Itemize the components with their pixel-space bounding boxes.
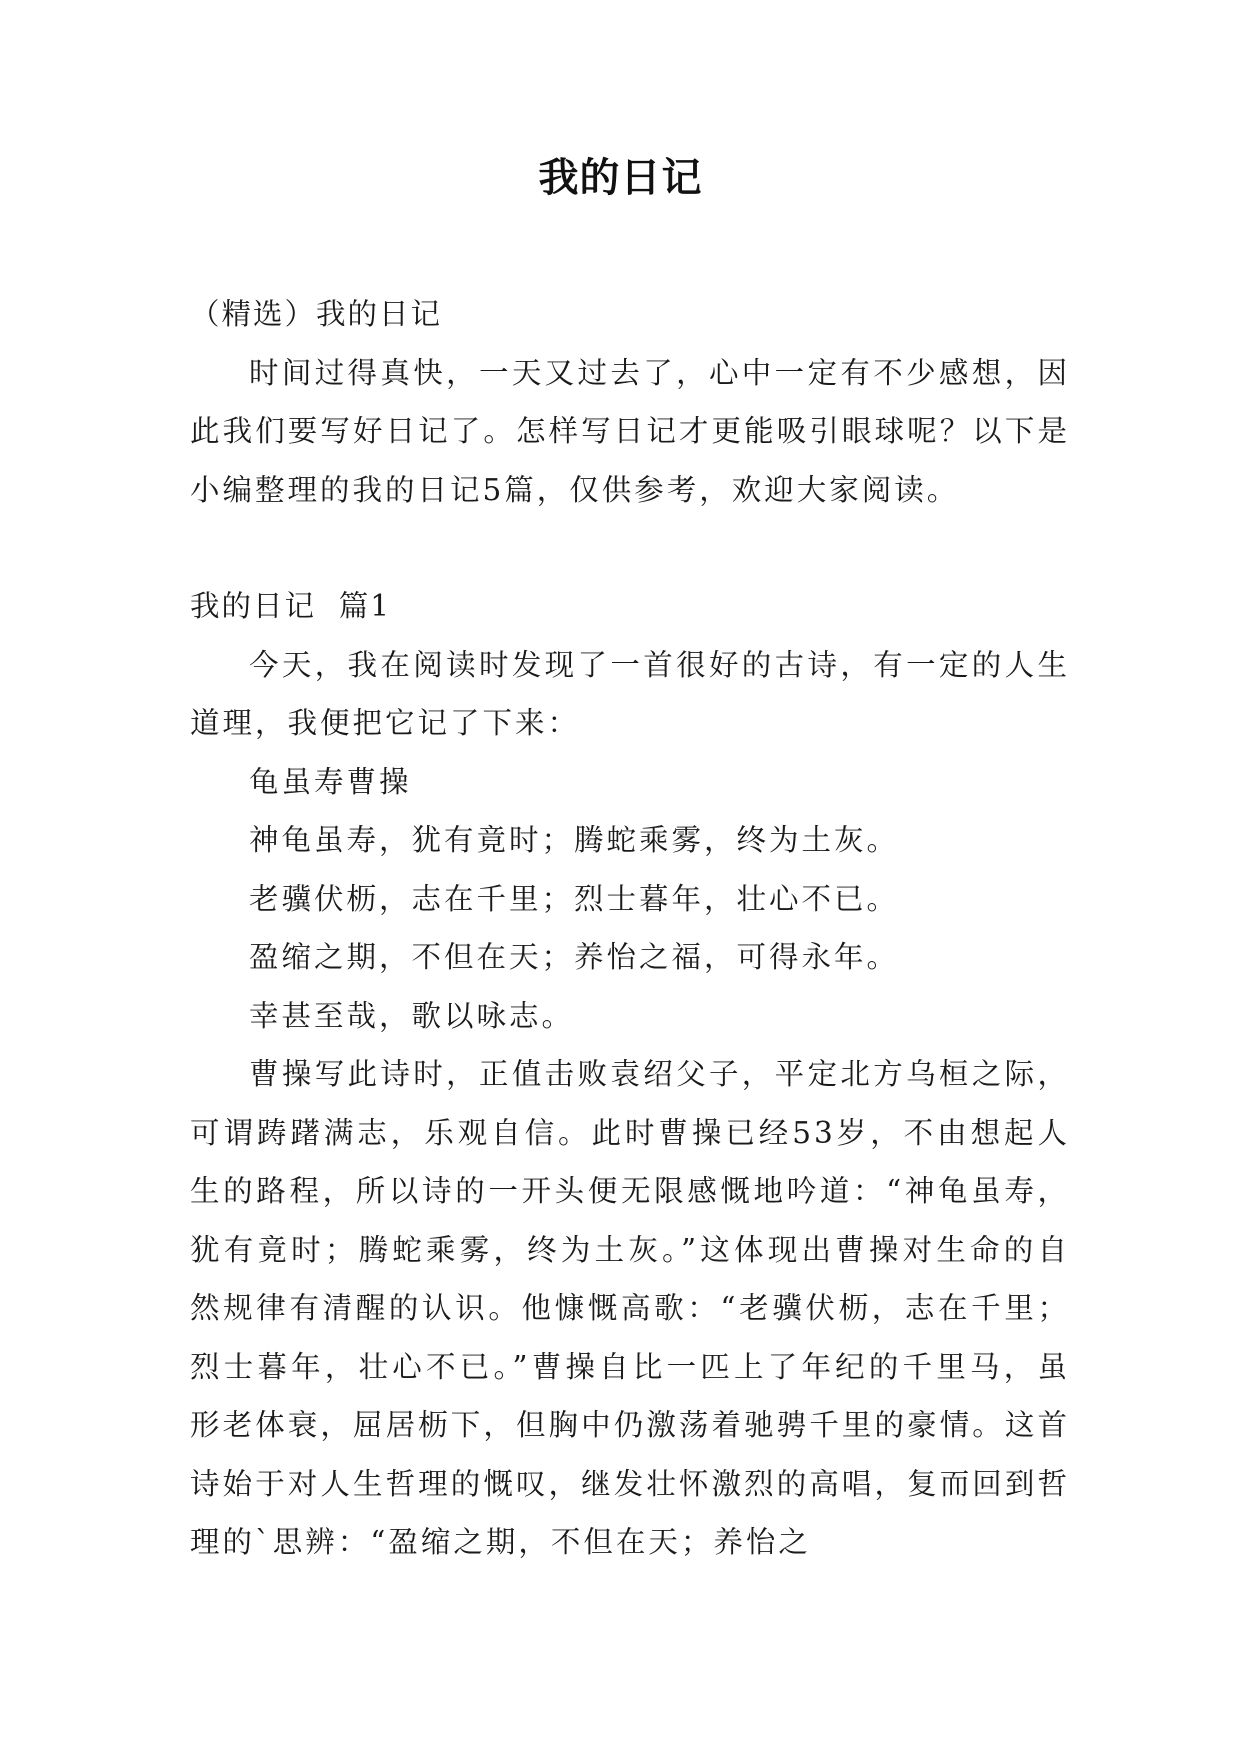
- section-heading: 我的日记 篇1: [190, 589, 392, 623]
- poem-line: 盈缩之期，不但在天；养怡之福，可得永年。: [249, 940, 900, 974]
- section-paragraph: 今天，我在阅读时发现了一首很好的古诗，有一定的人生道理，我便把它记了下来：: [190, 647, 1070, 740]
- poem-title: 龟虽寿曹操: [249, 764, 412, 799]
- poem-line: 老骥伏枥，志在千里；烈士暮年，壮心不已。: [249, 881, 900, 916]
- section-paragraph: 曹操写此诗时，正值击败袁绍父子，平定北方乌桓之际，可谓踌躇满志，乐观自信。此时曹操已经53岁，不由想起人生的路程，所以诗的一开头便无限感慨地吟道：“神龟虽寿，犹有竟时；腾蛇乘雾，终为土灰。”这体现出曹操对生命的自然规律有清醒的认识。他慷慨高歌：“老骥伏枥，志在千里；烈士暮年，壮心不已。”曹操自比一匹上了年纪的千里马，虽形老体衰，屈居枥下，但胸中仍激荡着驰骋千里的豪情。这首诗始于对人生哲理的慨叹，继发壮怀激烈的高唱，复而回到哲理的`思辨：“盈缩之期，不但在天；养怡之: [190, 1057, 1070, 1559]
- document-title: 我的日记: [538, 155, 703, 201]
- section-spacer: [190, 519, 1070, 577]
- intro-paragraph: 时间过得真快，一天又过去了，心中一定有不少感想，因此我们要写好日记了。怎样写日记才更能吸引眼球呢？以下是小编整理的我的日记5篇，仅供参考，欢迎大家阅读。: [190, 355, 1070, 507]
- document-body: [190, 285, 1070, 1572]
- poem-line: 神龟虽寿，犹有竟时；腾蛇乘雾，终为土灰。: [249, 823, 900, 857]
- poem-line: 幸甚至哉，歌以咏志。: [249, 998, 575, 1033]
- document-subtitle: （精选）我的日记: [190, 297, 443, 331]
